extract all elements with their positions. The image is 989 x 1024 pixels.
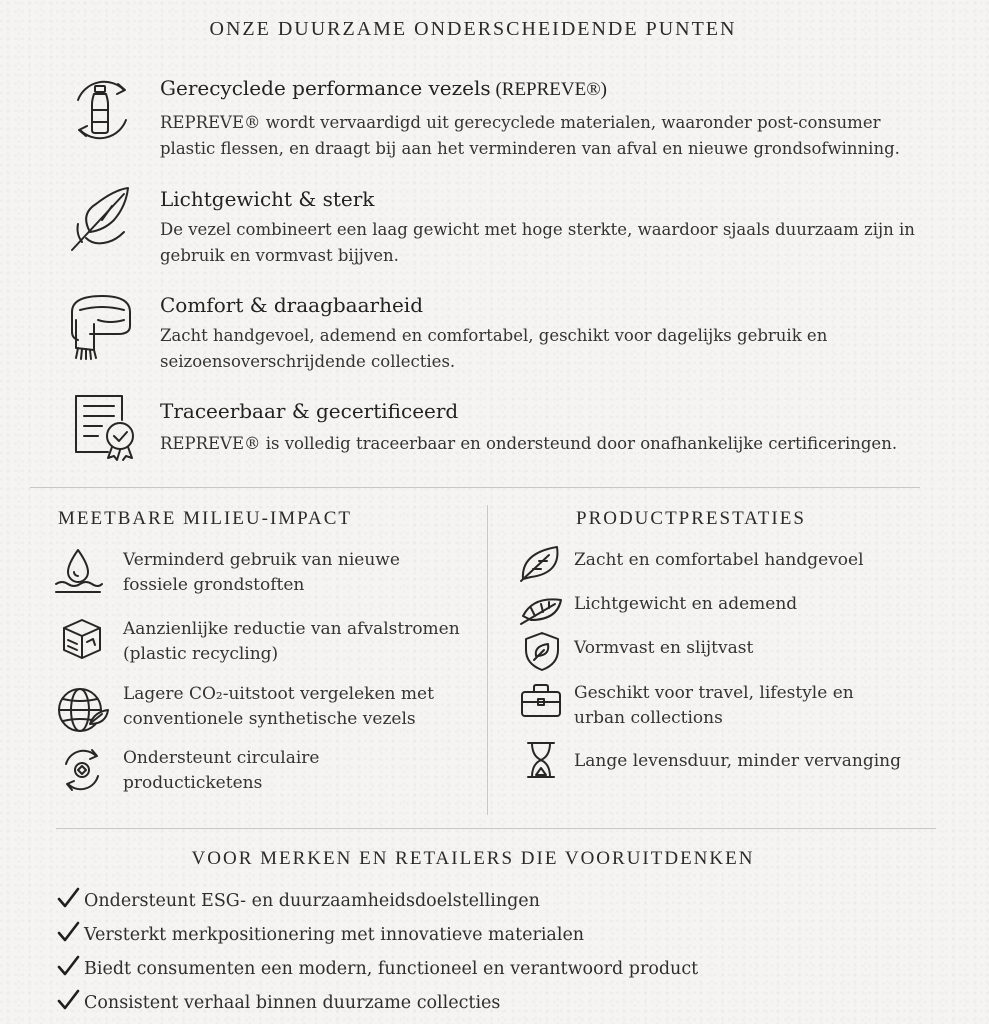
point-description: De vezel combineert een laag gewicht met hoge sterkte, waardoor sjaals duurzaam zijn in gebruik en vormvast bijjven. xyxy=(160,220,915,265)
point-title-text: Lichtgewicht & sterk xyxy=(160,187,375,211)
brands-item-text: Ondersteunt ESG- en duurzaamheidsdoelstellingen xyxy=(84,890,540,911)
brands-list-item xyxy=(56,954,698,983)
suitcase-icon xyxy=(518,682,564,720)
feather-icon xyxy=(64,184,140,256)
impact-item: Lagere CO₂-uitstoot vergeleken met conventionele synthetische vezels xyxy=(123,684,434,729)
point-title xyxy=(160,399,458,423)
recycle-box-icon xyxy=(58,614,106,662)
hourglass-icon xyxy=(524,740,558,780)
performance-title: PRODUCTPRESTATIES xyxy=(576,508,806,529)
point-title xyxy=(160,187,374,211)
recycled-bottle-icon xyxy=(64,72,140,148)
impact-item: Ondersteunt circulaire producticketens xyxy=(123,748,320,793)
checkmark-icon xyxy=(56,988,84,1017)
main-title: ONZE DUURZAME ONDERSCHEIDENDE PUNTEN xyxy=(209,18,737,40)
point-title xyxy=(160,76,607,101)
impact-title: MEETBARE MILIEU-IMPACT xyxy=(58,508,352,529)
brands-list-item xyxy=(56,988,500,1017)
checkmark-icon xyxy=(56,920,84,949)
impact-item: Aanzienlijke reductie van afvalstromen (plastic recycling) xyxy=(123,619,460,664)
point-description: REPREVE® wordt vervaardigd uit gerecyclede materialen, waaronder post-consumer plastic flessen, en draagt bij aan het verminderen van afval en nieuwe grondsofwinning. xyxy=(160,113,900,158)
point-description: REPREVE® is volledig traceerbaar en ondersteund door onafhankelijke certificeringen. xyxy=(160,434,898,453)
point-title-text: Gerecyclede performance vezels xyxy=(160,76,491,100)
point-title-text: Traceerbaar & gecertificeerd xyxy=(160,399,459,423)
point-title xyxy=(160,293,423,317)
section-divider xyxy=(30,487,920,488)
oil-drop-icon xyxy=(52,546,104,596)
brands-item-text: Consistent verhaal binnen duurzame collecties xyxy=(84,992,501,1013)
feather-light-icon xyxy=(519,594,565,626)
column-divider xyxy=(487,505,488,815)
circular-arrows-icon xyxy=(56,744,108,796)
performance-item: Zacht en comfortabel handgevoel xyxy=(574,550,864,570)
performance-item: Geschikt voor travel, lifestyle en urban collections xyxy=(574,683,854,728)
performance-item: Lichtgewicht en ademend xyxy=(574,594,798,614)
brands-item-text: Biedt consumenten een modern, functioneel en verantwoord product xyxy=(84,958,699,979)
point-description: Zacht handgevoel, ademend en comfortabel, geschikt voor dagelijks gebruik en seizoensoverschrijdende collecties. xyxy=(160,326,828,371)
brands-list-item xyxy=(56,886,540,915)
checkmark-icon xyxy=(56,954,84,983)
point-title-suffix: (REPREVE®) xyxy=(490,79,607,100)
performance-item: Vormvast en slijtvast xyxy=(574,638,754,658)
brands-item-text: Versterkt merkpositionering met innovatieve materialen xyxy=(84,924,585,945)
section-divider xyxy=(56,828,936,829)
scarf-icon xyxy=(62,290,142,362)
performance-item: Lange levensduur, minder vervanging xyxy=(574,751,902,771)
checkmark-icon xyxy=(56,886,84,915)
brands-title: VOOR MERKEN EN RETAILERS DIE VOORUITDENKEN xyxy=(191,848,755,869)
certificate-icon xyxy=(70,390,142,462)
point-title-text: Comfort & draagbaarheid xyxy=(160,293,424,317)
shield-icon xyxy=(522,630,562,672)
brands-list-item xyxy=(56,920,584,949)
impact-item: Verminderd gebruik van nieuwe fossiele grondstoften xyxy=(123,550,400,595)
globe-leaf-icon xyxy=(56,684,110,736)
leaf-icon xyxy=(517,543,563,583)
